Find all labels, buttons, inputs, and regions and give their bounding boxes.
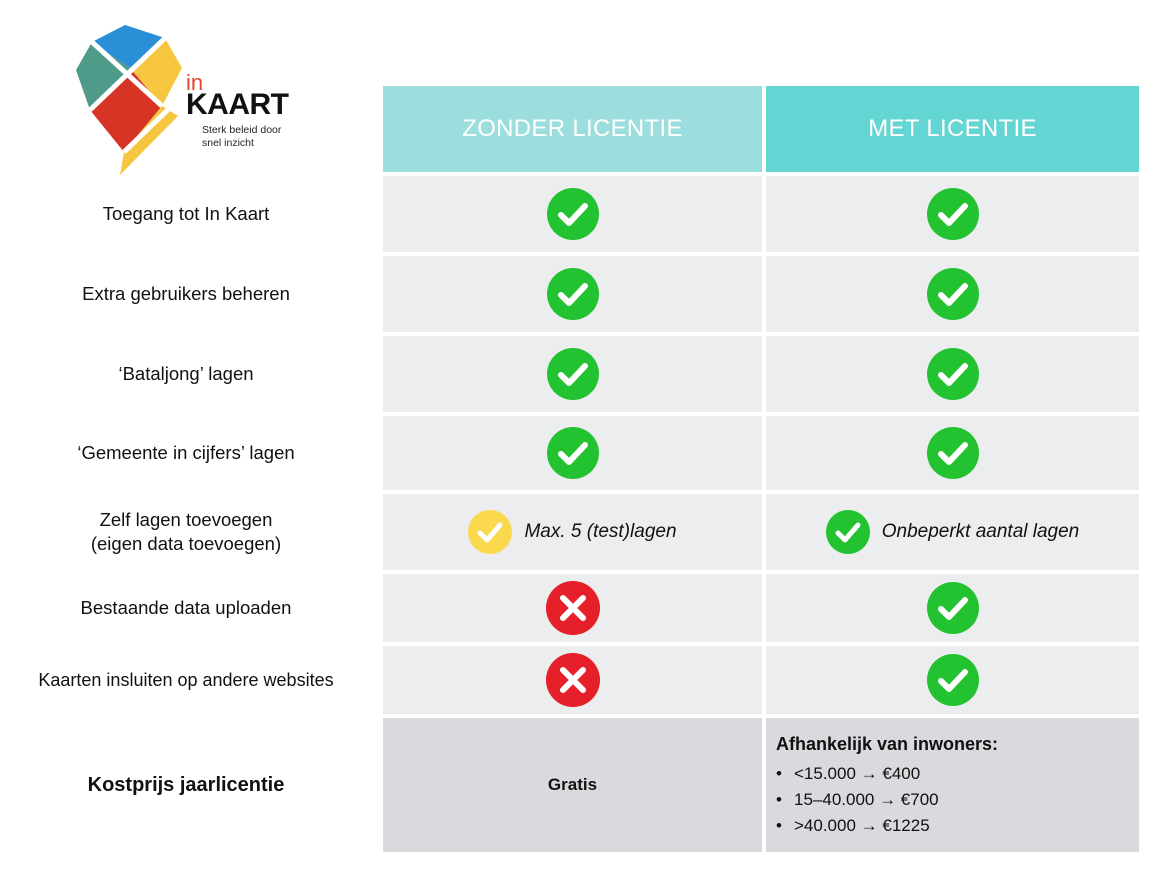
cell-zonder-extra-gebruikers — [383, 256, 762, 332]
price-tier: • <15.000 → €400 — [776, 761, 998, 787]
check-circle-yellow-icon — [468, 510, 512, 554]
price-tier-list — [776, 761, 998, 839]
logo-tagline-line2: snel inzicht — [202, 137, 254, 149]
in-kaart-logo — [70, 20, 290, 180]
cell-zonder-toegang — [383, 176, 762, 252]
row-label-extra-gebruikers: Extra gebruikers beheren — [82, 283, 290, 304]
logo-in-text: in — [186, 70, 204, 95]
price-tier: • >40.000 → €1225 — [776, 813, 998, 839]
cross-circle-icon — [546, 581, 600, 635]
note-onbeperkt-lagen: Onbeperkt aantal lagen — [881, 521, 1080, 542]
cell-met-gemeente — [766, 416, 1139, 490]
check-circle-icon — [927, 427, 979, 479]
row-label-toegang: Toegang tot In Kaart — [102, 203, 270, 224]
header-zonder-licentie: ZONDER LICENTIE — [383, 86, 762, 172]
cell-met-kostprijs — [766, 718, 1139, 852]
cell-met-zelf-lagen — [766, 494, 1139, 570]
row-label-bestaande-data: Bestaande data uploaden — [80, 597, 292, 618]
row-label-zelf-lagen-line1: Zelf lagen toevoegen — [99, 509, 273, 530]
cell-met-toegang — [766, 176, 1139, 252]
check-circle-icon — [927, 348, 979, 400]
row-label-kostprijs: Kostprijs jaarlicentie — [87, 774, 285, 796]
note-max-testlagen: Max. 5 (test)lagen — [524, 521, 677, 542]
row-label-zelf-lagen-line2: (eigen data toevoegen) — [90, 533, 282, 554]
cell-met-kaarten-insluiten — [766, 646, 1139, 714]
cell-zonder-zelf-lagen — [383, 494, 762, 570]
check-circle-icon — [927, 268, 979, 320]
check-circle-icon — [927, 654, 979, 706]
logo-tagline-line1: Sterk beleid door — [202, 124, 282, 136]
price-gratis: Gratis — [547, 775, 598, 794]
check-circle-icon — [826, 510, 870, 554]
cell-met-extra-gebruikers — [766, 256, 1139, 332]
cell-met-bataljong — [766, 336, 1139, 412]
cell-zonder-bestaande-data — [383, 574, 762, 642]
cell-met-bestaande-data — [766, 574, 1139, 642]
price-title: Afhankelijk van inwoners: — [776, 734, 999, 754]
map-pin-icon — [70, 20, 190, 180]
cell-zonder-kaarten-insluiten — [383, 646, 762, 714]
cell-zonder-gemeente — [383, 416, 762, 490]
row-label-zelf-lagen — [0, 494, 372, 570]
price-tier: • 15–40.000 → €700 — [776, 787, 998, 813]
row-label-gemeente-in-cijfers: ‘Gemeente in cijfers’ lagen — [77, 442, 295, 463]
check-circle-icon — [547, 427, 599, 479]
logo-brand-text: KAART — [186, 88, 289, 121]
header-met-licentie: MET LICENTIE — [766, 86, 1139, 172]
cross-circle-icon — [546, 653, 600, 707]
check-circle-icon — [927, 582, 979, 634]
row-label-kaarten-insluiten: Kaarten insluiten op andere websites — [38, 670, 334, 690]
check-circle-icon — [927, 188, 979, 240]
cell-zonder-kostprijs — [383, 718, 762, 852]
check-circle-icon — [547, 268, 599, 320]
check-circle-icon — [547, 188, 599, 240]
check-circle-icon — [547, 348, 599, 400]
cell-zonder-bataljong — [383, 336, 762, 412]
price-details — [776, 734, 998, 839]
logo-tagline — [202, 124, 292, 150]
row-label-bataljong: ‘Bataljong’ lagen — [118, 363, 254, 384]
